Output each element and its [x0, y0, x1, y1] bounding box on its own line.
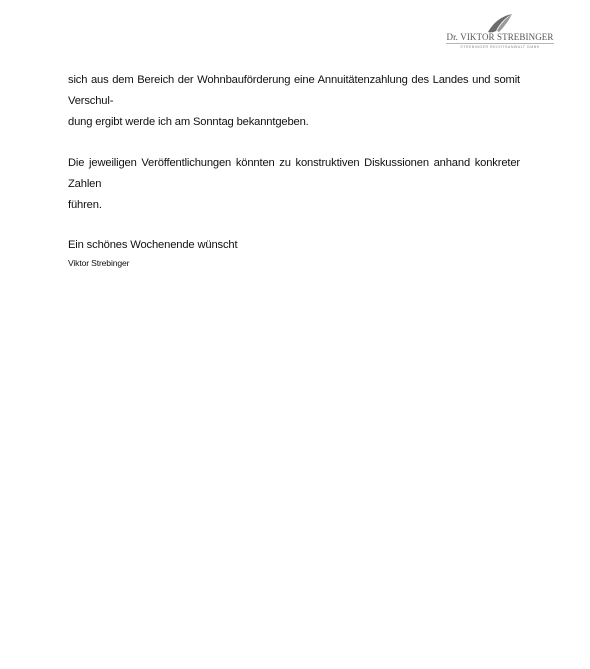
signature-name: Viktor Strebinger	[68, 258, 130, 268]
paragraph-1-line-1: sich aus dem Bereich der Wohnbauförderung eine Annuitätenzahlung des Landes und somit Verschul-	[68, 74, 520, 107]
logo-subtitle: STREBINGER RECHTSANWALT GMBH	[446, 43, 554, 49]
company-logo	[440, 12, 560, 52]
paragraph-2	[68, 153, 520, 216]
letter-body	[68, 70, 520, 270]
feather-swoosh-icon	[485, 12, 515, 34]
paragraph-2-line-1: Die jeweiligen Veröffentlichungen könnten zu konstruktiven Diskussionen anhand konkreter Zahlen	[68, 157, 520, 190]
paragraph-1-line-2: dung ergibt werde ich am Sonntag bekanntgeben.	[68, 116, 309, 128]
paragraph-1	[68, 70, 520, 133]
logo-name: Dr. VIKTOR STREBINGER	[446, 32, 554, 42]
closing-line: Ein schönes Wochenende wünscht	[68, 239, 238, 251]
paragraph-2-line-2: führen.	[68, 199, 102, 211]
